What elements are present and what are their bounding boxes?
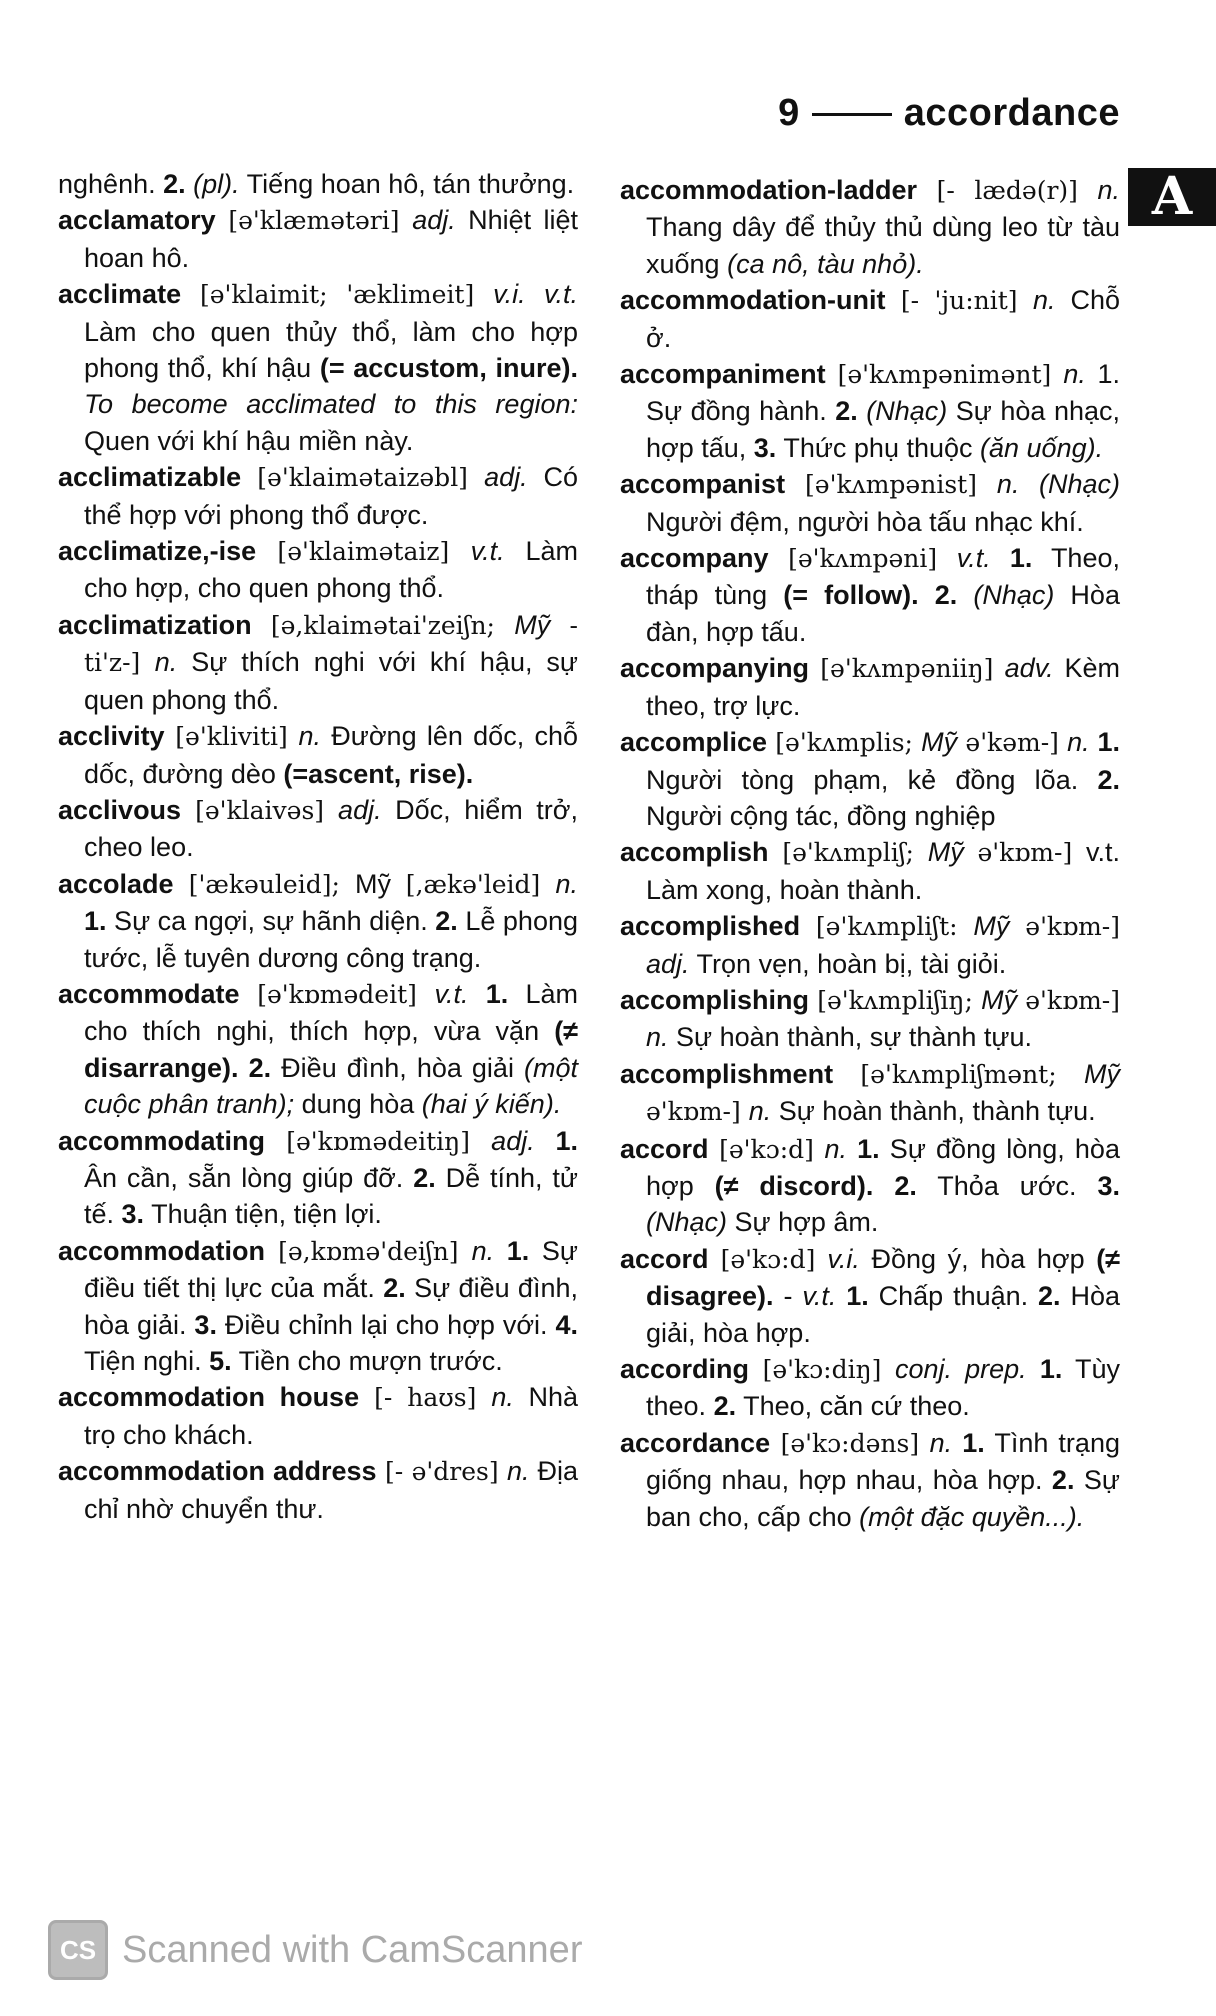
- entry-text: [ə'kɔ:dəns]: [770, 1428, 930, 1458]
- entry-text: Làm cho quen thủy thổ, làm cho hợp phong thổ, khí hậu: [84, 316, 578, 384]
- dictionary-entry: [58, 1379, 578, 1453]
- entry-text: [ə'kʌmpliʃiŋ;: [809, 985, 982, 1015]
- entry-text: [919, 580, 935, 610]
- entry-text: Tiền cho mượn trước.: [231, 1346, 503, 1376]
- entry-headword: accompany: [620, 543, 769, 574]
- entry-text: 2.: [894, 1170, 917, 1201]
- entry-headword: accomplish: [620, 837, 769, 868]
- entry-text: n.: [1063, 359, 1086, 390]
- dictionary-entry: [58, 459, 578, 533]
- entry-text: (pl).: [193, 169, 240, 199]
- guide-word: accordance: [903, 92, 1120, 134]
- dictionary-entry: [620, 466, 1120, 540]
- entry-text: 1.: [506, 1235, 530, 1266]
- left-column: [58, 166, 578, 1527]
- entry-text: ['ækəuleid];: [173, 869, 356, 899]
- entry-text: Thức phụ thuộc: [776, 432, 981, 463]
- entry-text: v.t.: [802, 1281, 837, 1312]
- entry-text: Tiện nghi.: [84, 1346, 210, 1376]
- entry-headword: accordance: [620, 1427, 771, 1458]
- entry-headword: accommodation address: [58, 1456, 377, 1487]
- entry-text: Làm cho thích nghi, thích hợp, vừa vặn: [84, 978, 578, 1047]
- entry-text: [ə'kliviti]: [164, 722, 299, 752]
- entry-text: [239, 1053, 249, 1083]
- entry-text: [ə'klaivəs]: [181, 795, 339, 825]
- entry-text: Hòa đàn, hợp tấu.: [646, 580, 1120, 647]
- entry-text: n.: [555, 868, 578, 899]
- entry-text: Sự hợp âm.: [727, 1207, 879, 1238]
- entry-text: [ə'klaimətaiz]: [256, 537, 471, 567]
- entry-headword: acclamatory: [58, 205, 216, 236]
- entry-text: v.i. v.t.: [493, 279, 578, 310]
- entry-text: Lễ phong tước, lễ tuyên dương công trạng.: [84, 906, 578, 973]
- entry-text: n.: [1067, 727, 1090, 758]
- entry-text: [- 'ju:nit]: [885, 286, 1033, 316]
- section-letter-tab: A: [1128, 168, 1216, 226]
- entry-text: [ə'kɔ:diŋ]: [749, 1355, 895, 1384]
- entry-text: [469, 979, 486, 1009]
- entry-text: n.: [824, 1133, 847, 1164]
- entry-text: adj.: [491, 1125, 535, 1156]
- entry-text: 2.: [435, 906, 458, 937]
- entry-text: 2.: [383, 1273, 406, 1304]
- entry-headword: accommodating: [58, 1125, 266, 1156]
- entry-text: Sự hoàn thành, thành tựu.: [771, 1096, 1096, 1127]
- entry-text: Mỹ: [514, 609, 551, 640]
- entry-text: n.: [507, 1456, 530, 1487]
- entry-headword: accommodation-ladder: [620, 175, 918, 205]
- entry-text: -ti'z-]: [84, 610, 578, 678]
- entry-text: [ə'kʌmpənimənt]: [825, 360, 1064, 390]
- entry-text: Sự điều tiết thị lực của mắt.: [84, 1235, 578, 1304]
- entry-text: (ăn uống).: [980, 432, 1104, 463]
- entry-headword: acclimatizable: [58, 462, 242, 493]
- entry-text: Theo, tháp tùng: [646, 543, 1120, 611]
- entry-text: (ca nô, tàu nhỏ).: [727, 248, 924, 279]
- entry-headword: accommodation-unit: [620, 285, 886, 316]
- entry-text: [535, 1126, 556, 1156]
- entry-text: [494, 1236, 507, 1266]
- entry-text: Mỹ: [1084, 1058, 1120, 1089]
- entry-text: [873, 1171, 894, 1201]
- entry-text: 2.: [835, 396, 858, 427]
- entry-text: 2.: [413, 1162, 436, 1193]
- entry-text: n.: [154, 647, 178, 678]
- dictionary-entry: [620, 1425, 1120, 1535]
- entry-text: [836, 1281, 846, 1311]
- entry-text: n.: [471, 1235, 495, 1266]
- entry-text: 3.: [753, 432, 777, 463]
- entry-text: 1.: [962, 1427, 985, 1458]
- entry-text: 3.: [121, 1199, 145, 1230]
- entry-text: [- ə'dres]: [376, 1457, 507, 1487]
- dictionary-entry: [620, 1351, 1120, 1425]
- entry-text: Điều chỉnh lại cho hợp với.: [216, 1309, 556, 1340]
- entry-text: [952, 1428, 962, 1458]
- dictionary-entry: [58, 976, 578, 1123]
- dictionary-entry: [58, 276, 578, 459]
- page-number: 9: [778, 92, 800, 134]
- entry-text: (Nhạc): [866, 396, 948, 427]
- entry-text: 2.: [713, 1391, 737, 1422]
- entry-text: [ə'kʌmplis;: [767, 728, 922, 758]
- entry-text: 4.: [555, 1309, 578, 1340]
- dictionary-entry: [58, 1453, 578, 1527]
- entry-text: [ə'kʌmpliʃt:: [800, 912, 974, 942]
- dictionary-entry: [620, 282, 1120, 356]
- entry-text: Mỹ: [927, 837, 964, 868]
- entry-text: ə'kəm-]: [957, 728, 1068, 758]
- entry-text: 1.: [1009, 543, 1033, 574]
- entry-text: Trọn vẹn, hoàn bị, tài giỏi.: [689, 948, 1007, 979]
- entry-headword: accompanist: [620, 469, 786, 500]
- entry-text: [,ækə'leid]: [405, 869, 556, 899]
- dictionary-entry: [620, 908, 1120, 982]
- entry-text: 1.: [555, 1125, 578, 1156]
- entry-text: (= accustom, inure).: [319, 353, 578, 384]
- entry-text: 2.: [1097, 764, 1120, 795]
- dictionary-entry: [620, 724, 1120, 834]
- entry-text: Nhà trọ cho khách.: [84, 1382, 578, 1450]
- entry-text: Sự ca ngợi, sự hãnh diện.: [106, 906, 436, 937]
- entry-text: [- lædə(r)]: [917, 176, 1098, 205]
- entry-headword: accommodate: [58, 978, 240, 1009]
- entry-headword: according: [620, 1354, 750, 1384]
- entry-text: [ə'kɔ:d]: [708, 1244, 828, 1274]
- entry-text: [ə'kʌmpəniiŋ]: [809, 654, 1005, 684]
- dictionary-entry: [620, 1056, 1120, 1131]
- entry-text: ə'kɒm-]: [1009, 912, 1120, 942]
- entry-headword: acclimatization: [58, 609, 252, 640]
- entry-headword: accomplishing: [620, 984, 810, 1015]
- entry-text: (≠ disagree).: [646, 1243, 1120, 1312]
- entry-text: Điều đình, hòa giải: [271, 1052, 524, 1083]
- entry-text: n.: [748, 1096, 772, 1127]
- entry-text: Ân cần, sẵn lòng giúp đỡ.: [84, 1162, 414, 1193]
- entry-text: [991, 543, 1010, 573]
- entry-text: (≠ discord).: [714, 1170, 874, 1201]
- entry-text: Dễ tính, tử tế.: [84, 1162, 578, 1230]
- entry-text: -: [773, 1281, 803, 1312]
- entry-text: Sự điều đình, hòa giải.: [84, 1273, 578, 1340]
- header-dash: [812, 113, 892, 116]
- entry-text: adv.: [1004, 653, 1054, 684]
- dictionary-entry: [620, 172, 1120, 282]
- entry-headword: acclimatize,-ise: [58, 536, 257, 567]
- entry-text: Đồng ý, hòa hợp: [859, 1243, 1097, 1274]
- right-column: [620, 172, 1120, 1535]
- entry-text: 5.: [209, 1346, 232, 1376]
- entry-text: 1.: [1097, 727, 1120, 758]
- entry-text: [ə'kɒmədeitiŋ]: [265, 1126, 492, 1156]
- dictionary-entry: [620, 540, 1120, 650]
- entry-text: n.: [491, 1382, 514, 1413]
- entry-text: 2.: [248, 1052, 272, 1083]
- entry-text: 2.: [163, 169, 186, 199]
- entry-text: n.: [1097, 175, 1120, 205]
- entry-text: [ə'kʌmpəni]: [768, 544, 957, 574]
- entry-text: ə'kɒm-]: [963, 838, 1086, 868]
- dictionary-entry: [620, 982, 1120, 1056]
- entry-text: (một cuộc phân tranh);: [84, 1052, 578, 1120]
- dictionary-entry: [620, 356, 1120, 466]
- entry-text: [1019, 469, 1039, 499]
- entry-text: ə'kɒm-]: [646, 1097, 749, 1127]
- entry-text: Theo, căn cứ theo.: [736, 1391, 970, 1422]
- entry-headword: acclivity: [58, 721, 165, 752]
- entry-text: Chấp thuận.: [868, 1281, 1039, 1312]
- entry-text: 1.: [857, 1133, 880, 1164]
- entry-headword: accomplice: [620, 727, 768, 758]
- entry-text: [ə,klaimətai'zeiʃn;: [251, 610, 515, 640]
- entry-text: Thỏa ước.: [916, 1170, 1098, 1201]
- entry-text: 1.: [485, 978, 509, 1009]
- entry-text: Tùy theo.: [646, 1354, 1120, 1422]
- dictionary-entry: [58, 607, 578, 718]
- entry-text: [957, 580, 973, 610]
- entry-headword: accord: [620, 1133, 709, 1164]
- entry-headword: accomplishment: [620, 1058, 834, 1089]
- entry-text: (Nhạc): [1038, 469, 1120, 500]
- scanner-watermark: [48, 1920, 582, 1980]
- camscanner-logo-icon: CS: [48, 1920, 108, 1980]
- entry-text: adj.: [646, 948, 690, 979]
- entry-text: Sự ban cho, cấp cho: [646, 1465, 1120, 1532]
- entry-text: Sự đồng lòng, hòa hợp: [646, 1133, 1120, 1201]
- entry-text: Sự hòa nhạc, hợp tấu,: [646, 396, 1120, 463]
- entry-text: Nhiệt liệt hoan hô.: [84, 205, 578, 273]
- entry-text: (Nhạc): [973, 580, 1055, 611]
- dictionary-entry: [58, 533, 578, 607]
- entry-text: n.: [646, 1022, 669, 1053]
- entry-text: [ə'kʌmpliʃmənt;: [833, 1059, 1084, 1089]
- entry-text: [- haʊs]: [359, 1383, 492, 1413]
- entry-headword: accommodation house: [58, 1382, 360, 1413]
- entry-headword: accommodation: [58, 1235, 266, 1266]
- entry-text: (=ascent, rise).: [283, 758, 474, 789]
- entry-text: Đường lên dốc, chỗ dốc, đường dèo: [84, 721, 578, 789]
- entry-text: 2.: [1038, 1281, 1061, 1312]
- entry-text: v.t.: [470, 536, 505, 567]
- entry-text: Người đệm, người hòa tấu nhạc khí.: [646, 506, 1084, 537]
- entry-text: [1027, 1354, 1040, 1384]
- entry-text: Hòa giải, hòa hợp.: [646, 1281, 1120, 1348]
- dictionary-entry: [58, 866, 578, 976]
- dictionary-entry: [58, 1123, 578, 1233]
- dictionary-entry: [58, 202, 578, 276]
- entry-text: v.t.: [434, 978, 469, 1009]
- entry-text: [858, 396, 867, 426]
- entry-text: [ə,kɒmə'deiʃn]: [265, 1236, 472, 1266]
- entry-text: ə'kɒm-]: [1017, 985, 1120, 1015]
- entry-text: dung hòa: [294, 1089, 422, 1120]
- entry-text: Có thể hợp với phong thổ được.: [84, 462, 578, 530]
- entry-text: [ə'klaimətaizəbl]: [241, 463, 485, 493]
- entry-text: conj. prep.: [895, 1354, 1027, 1384]
- entry-text: v.t. Làm xong, hoàn thành.: [646, 837, 1121, 905]
- entry-text: Tình trạng giống nhau, hợp nhau, hòa hợp.: [646, 1427, 1120, 1496]
- entry-text: Người cộng tác, đồng nghiệp: [646, 800, 996, 831]
- dictionary-entry: [620, 1241, 1120, 1351]
- entry-text: (một đặc quyền...).: [859, 1501, 1085, 1532]
- entry-text: n.: [298, 721, 322, 752]
- dictionary-entry: [58, 166, 578, 202]
- dictionary-entry: [620, 834, 1120, 908]
- entry-text: To become acclimated to this region:: [84, 389, 578, 420]
- entry-text: Mỹ: [355, 868, 406, 899]
- entry-text: adj.: [484, 462, 528, 493]
- dictionary-entry: [58, 718, 578, 792]
- entry-headword: accomplished: [620, 911, 801, 942]
- entry-text: 1. Sự đồng hành.: [646, 359, 1120, 427]
- entry-text: v.i.: [827, 1243, 860, 1274]
- entry-text: Mỹ: [921, 727, 958, 758]
- entry-text: [ə'kʌmpliʃ;: [768, 838, 928, 868]
- entry-text: Mỹ: [973, 911, 1010, 942]
- dictionary-entry: [620, 1131, 1120, 1241]
- entry-text: (hai ý kiến).: [421, 1089, 562, 1120]
- entry-text: (Nhạc): [646, 1207, 728, 1238]
- entry-text: 1.: [1039, 1354, 1063, 1384]
- entry-text: 1.: [84, 906, 107, 937]
- entry-headword: accolade: [58, 868, 174, 899]
- entry-text: Người tòng phạm, kẻ đồng lõa.: [646, 764, 1098, 795]
- scanner-text: Scanned with CamScanner: [122, 1928, 583, 1971]
- entry-text: Làm cho hợp, cho quen phong thổ.: [84, 536, 578, 604]
- entry-headword: accord: [620, 1243, 709, 1274]
- entry-text: n.: [929, 1427, 953, 1458]
- entry-text: [ə'klaimit; 'æklimeit]: [181, 280, 494, 310]
- entry-text: 3.: [1097, 1170, 1120, 1201]
- dictionary-entry: [58, 1233, 578, 1380]
- entry-headword: accompaniment: [620, 359, 826, 390]
- entry-text: Quen với khí hậu miền này.: [84, 425, 414, 456]
- entry-headword: acclimate: [58, 279, 182, 310]
- entry-text: [ə'kʌmpənist]: [785, 470, 997, 500]
- entry-text: n.: [996, 469, 1020, 500]
- entry-headword: acclivous: [58, 794, 182, 825]
- entry-text: Địa chỉ nhờ chuyển thư.: [84, 1456, 579, 1524]
- entry-text: Thuận tiện, tiện lợi.: [144, 1199, 382, 1230]
- page-header: [778, 92, 1120, 135]
- entry-text: (= follow).: [783, 580, 919, 611]
- entry-text: n.: [1032, 285, 1056, 316]
- entry-text: Chỗ ở.: [646, 285, 1120, 353]
- entry-text: [ə'kɒmədeit]: [239, 979, 435, 1009]
- entry-text: [ə'kɔ:d]: [708, 1134, 825, 1164]
- entry-text: 2.: [934, 580, 958, 611]
- dictionary-entry: [620, 650, 1120, 724]
- entry-text: Tiếng hoan hô, tán thưởng.: [239, 169, 575, 199]
- entry-text: (≠ disarrange).: [84, 1016, 578, 1083]
- entry-text: Mỹ: [981, 984, 1018, 1015]
- entry-text: nghênh.: [58, 169, 164, 199]
- entry-text: Kèm theo, trợ lực.: [646, 653, 1120, 721]
- entry-text: Dốc, hiểm trở, cheo leo.: [84, 794, 578, 863]
- entry-text: adj.: [412, 205, 456, 236]
- entry-text: v.t.: [956, 543, 991, 574]
- entry-text: 1.: [846, 1281, 869, 1312]
- entry-text: [847, 1134, 857, 1164]
- entry-text: Sự thích nghi với khí hậu, sự quen phong thổ.: [84, 647, 578, 715]
- entry-text: Thang dây để thủy thủ dùng leo từ tàu xuống: [646, 212, 1120, 279]
- entry-headword: accompanying: [620, 653, 810, 684]
- dictionary-entry: [58, 792, 578, 866]
- entry-text: 2.: [1051, 1465, 1075, 1496]
- entry-text: 3.: [194, 1309, 217, 1340]
- entry-text: [ə'klæmətəri]: [215, 206, 413, 236]
- entry-text: Sự hoàn thành, sự thành tựu.: [668, 1022, 1032, 1053]
- entry-text: adj.: [338, 794, 382, 825]
